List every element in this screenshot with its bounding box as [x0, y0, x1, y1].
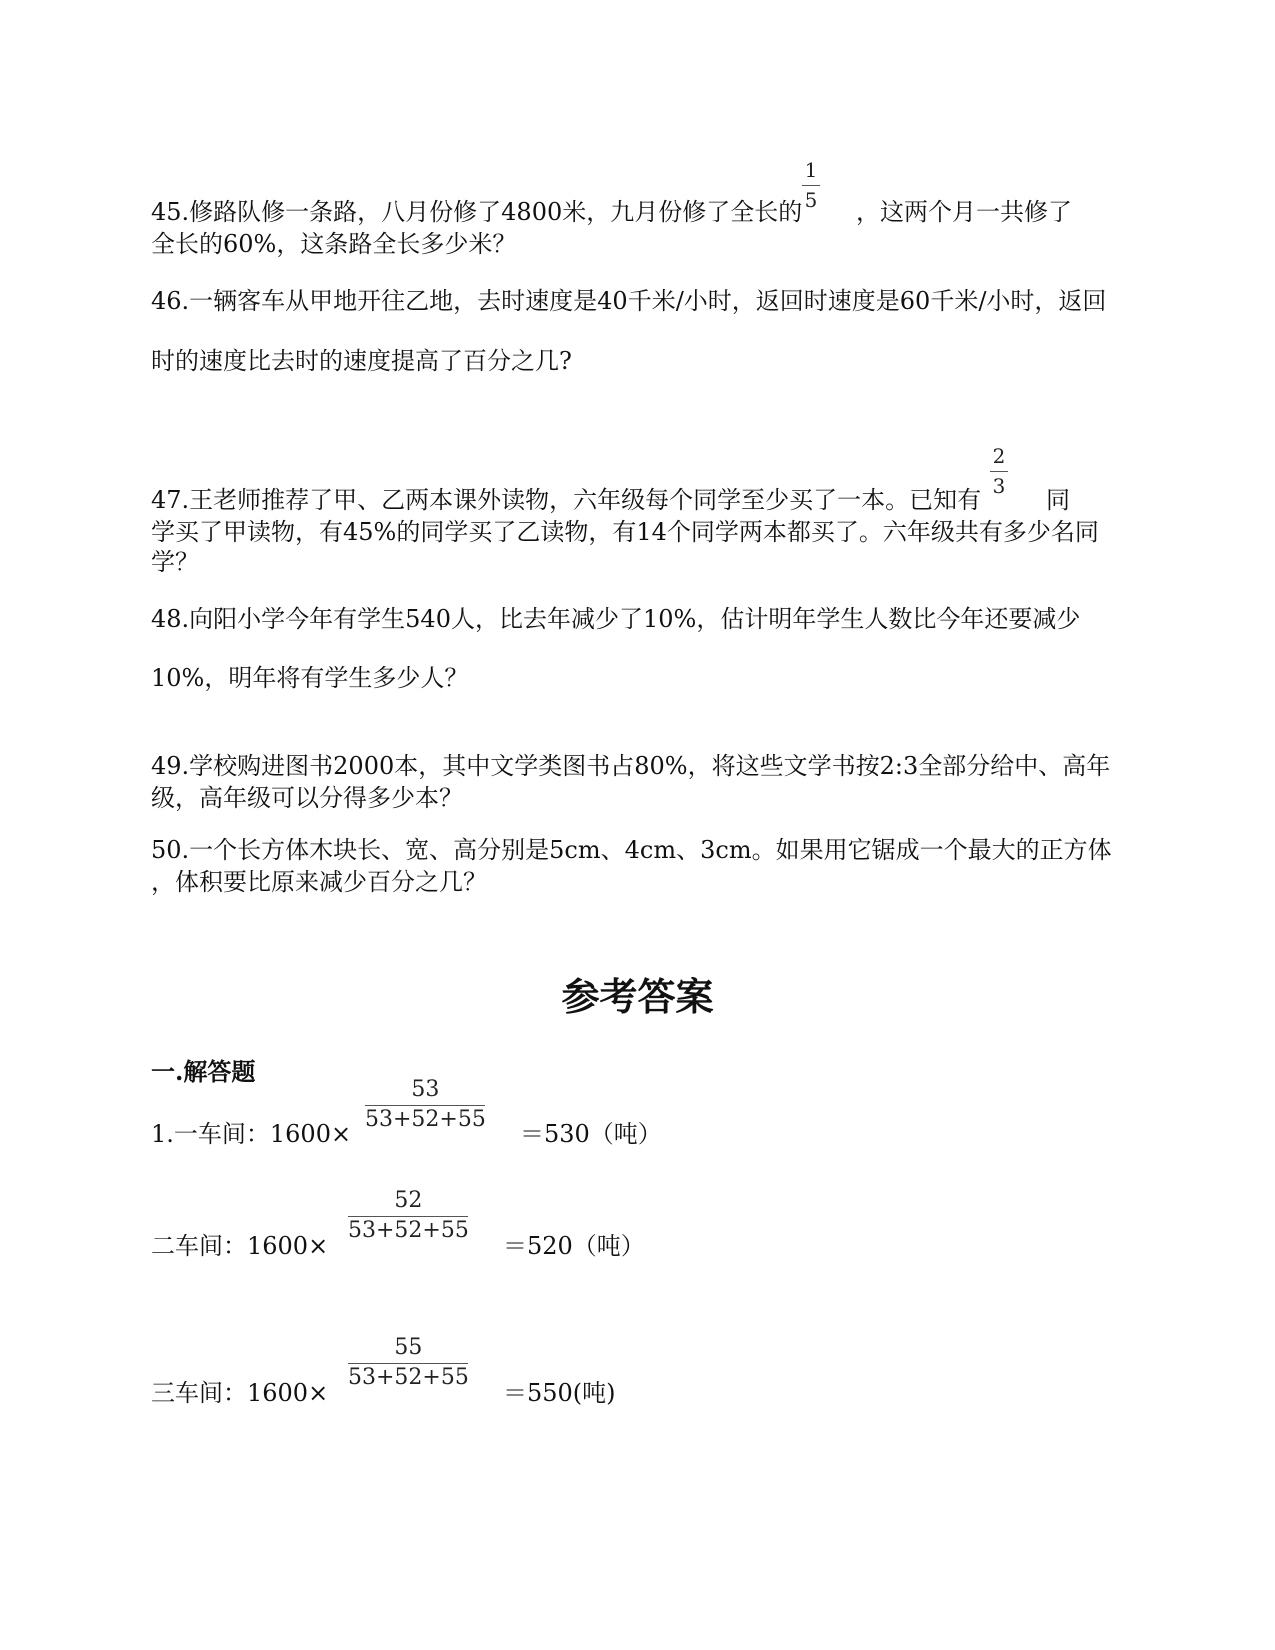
answer-3-result: ＝550(吨): [503, 1379, 616, 1407]
q46-line2: 时的速度比去时的速度提高了百分之几?: [151, 347, 572, 375]
q47-text-b: 同: [1046, 486, 1070, 514]
answer-2-numerator: 52: [394, 1188, 423, 1213]
q50-line2: ，体积要比原来减少百分之几？: [151, 868, 487, 896]
q47-fraction-numerator: 2: [992, 444, 1006, 468]
q47-fraction: [990, 444, 1008, 498]
q45-line1: [151, 196, 802, 228]
q47-text-a: 47.王老师推荐了甲、乙两本课外读物，六年级每个同学至少买了一本。已知有: [151, 486, 982, 514]
q45-fraction-denominator: 5: [804, 188, 818, 213]
q45-line1-tail: [856, 196, 1072, 228]
q49-line2: 级，高年级可以分得多少本？: [151, 784, 463, 812]
answer-1-denominator: 53+52+55: [365, 1107, 486, 1133]
answer-3-denominator: 53+52+55: [348, 1365, 469, 1391]
answer-1-result: ＝530（吨）: [520, 1120, 662, 1148]
q47-line1: [151, 484, 981, 516]
fraction-bar: [802, 185, 820, 186]
answer-1-fraction: [365, 1078, 486, 1132]
answer-2-fraction: [348, 1189, 469, 1243]
fraction-bar: [365, 1105, 485, 1106]
fraction-bar: [348, 1216, 468, 1217]
q47-line3: 学？: [151, 548, 199, 576]
q45-fraction: [802, 158, 820, 212]
q45-fraction-numerator: 1: [804, 158, 818, 182]
answer-2-label: 二车间：1600×: [151, 1232, 329, 1260]
q47-line1-tail: [1046, 484, 1070, 516]
answer-3-label: 三车间：1600×: [151, 1379, 329, 1407]
q47-line2: 学买了甲读物，有45%的同学买了乙读物，有14个同学两本都买了。六年级共有多少名同: [151, 518, 1099, 546]
answer-1-numerator: 53: [411, 1077, 440, 1102]
answer-3-fraction: [348, 1336, 469, 1390]
fraction-bar: [990, 471, 1008, 472]
q45-line2: 全长的60%，这条路全长多少米？: [151, 230, 517, 258]
answer-2-denominator: 53+52+55: [348, 1218, 469, 1244]
q48-line1: 48.向阳小学今年有学生540人，比去年减少了10%，估计明年学生人数比今年还要减少: [151, 605, 1081, 633]
q45-text-b: ，这两个月一共修了: [856, 198, 1072, 226]
answer-3-numerator: 55: [394, 1335, 423, 1360]
q47-fraction-denominator: 3: [992, 474, 1006, 499]
q50-line1: 50.一个长方体木块长、宽、高分别是5cm、4cm、3cm。如果用它锯成一个最大的正方体: [151, 836, 1112, 864]
answer-1-label: 1.一车间：1600×: [151, 1120, 352, 1148]
fraction-bar: [348, 1363, 468, 1364]
q45-text-a: 45.修路队修一条路，八月份修了4800米，九月份修了全长的: [151, 198, 803, 226]
q48-line2: 10%，明年将有学生多少人？: [151, 664, 469, 692]
answers-heading: 参考答案: [561, 974, 714, 1019]
q49-line1: 49.学校购进图书2000本，其中文学类图书占80%，将这些文学书按2:3全部分给中、高年: [151, 752, 1111, 780]
q46-line1: 46.一辆客车从甲地开往乙地，去时速度是40千米/小时，返回时速度是60千米/小时，返回: [151, 287, 1107, 315]
answer-2-result: ＝520（吨）: [503, 1232, 645, 1260]
section-title: 一.解答题: [151, 1057, 256, 1086]
